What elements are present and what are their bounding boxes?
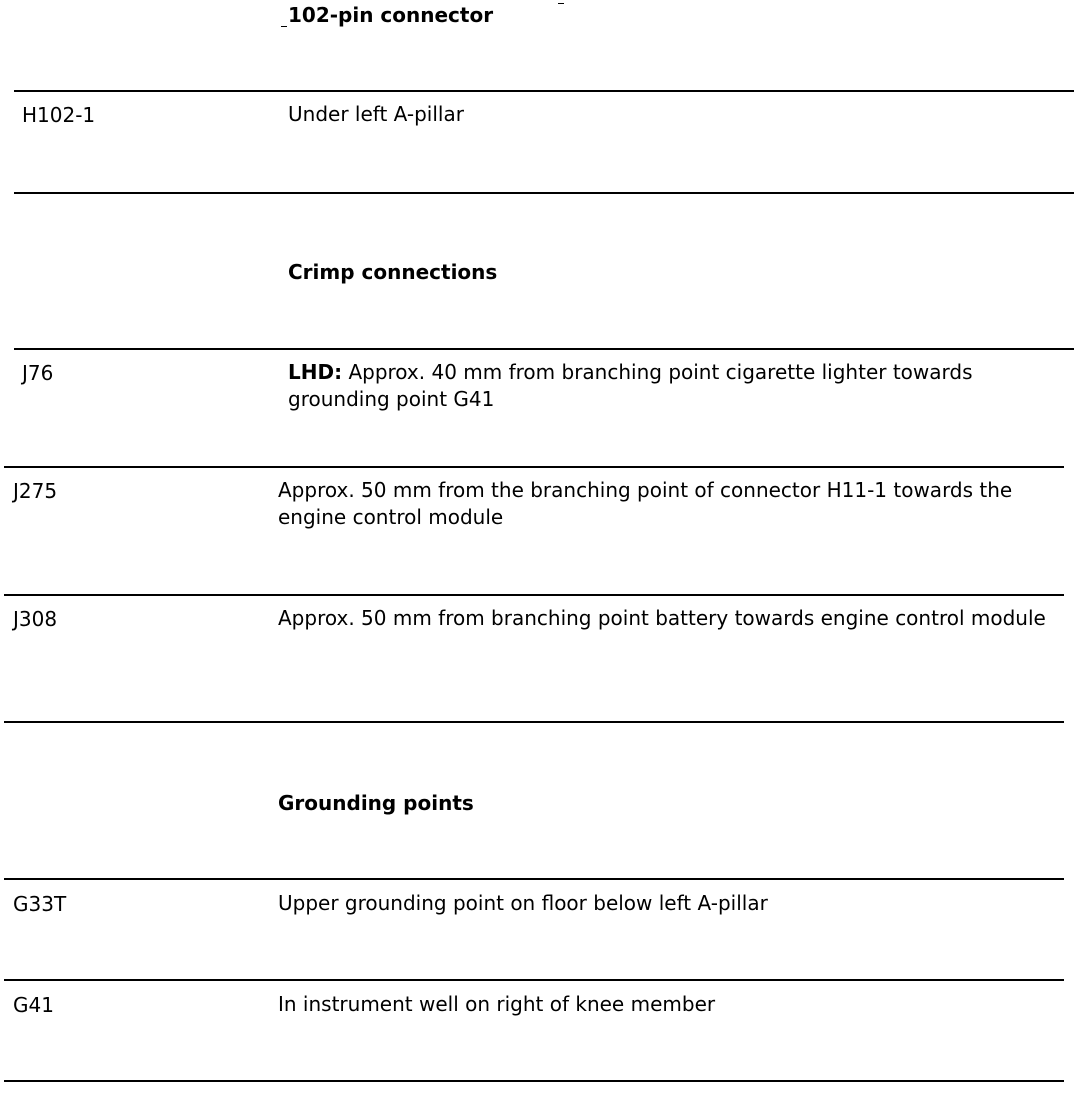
row-code: G41 (13, 993, 54, 1017)
table-rule (4, 878, 1064, 880)
table-rule (4, 1080, 1064, 1082)
table-rule (4, 979, 1064, 981)
table-rule (14, 90, 1074, 92)
row-code: J275 (13, 479, 58, 503)
row-description: Under left A-pillar (288, 102, 464, 126)
crop-mark-left (281, 26, 287, 27)
table-rule (14, 348, 1074, 350)
row-code: H102-1 (22, 103, 96, 127)
row-description: Upper grounding point on floor below left A-pillar (278, 891, 768, 915)
row-description (288, 359, 1068, 413)
row-description: Approx. 50 mm from branching point battery towards engine control module (278, 606, 1046, 630)
section-heading-connector: 102-pin connector (288, 3, 494, 27)
table-rule (4, 466, 1064, 468)
table-rule (4, 594, 1064, 596)
row-description-text: Approx. 40 mm from branching point cigarette lighter towards grounding point G41 (288, 360, 973, 411)
section-heading-crimp: Crimp connections (288, 260, 498, 284)
row-prefix: LHD: (288, 360, 343, 384)
row-description: In instrument well on right of knee member (278, 992, 716, 1016)
crop-mark-right (558, 3, 564, 4)
row-code: J76 (22, 361, 54, 385)
row-code: J308 (13, 607, 58, 631)
row-description: Approx. 50 mm from the branching point of connector H11-1 towards the engine control module (278, 478, 1013, 529)
row-code: G33T (13, 892, 67, 916)
section-heading-grounding: Grounding points (278, 791, 474, 815)
table-rule (14, 192, 1074, 194)
table-rule (4, 721, 1064, 723)
